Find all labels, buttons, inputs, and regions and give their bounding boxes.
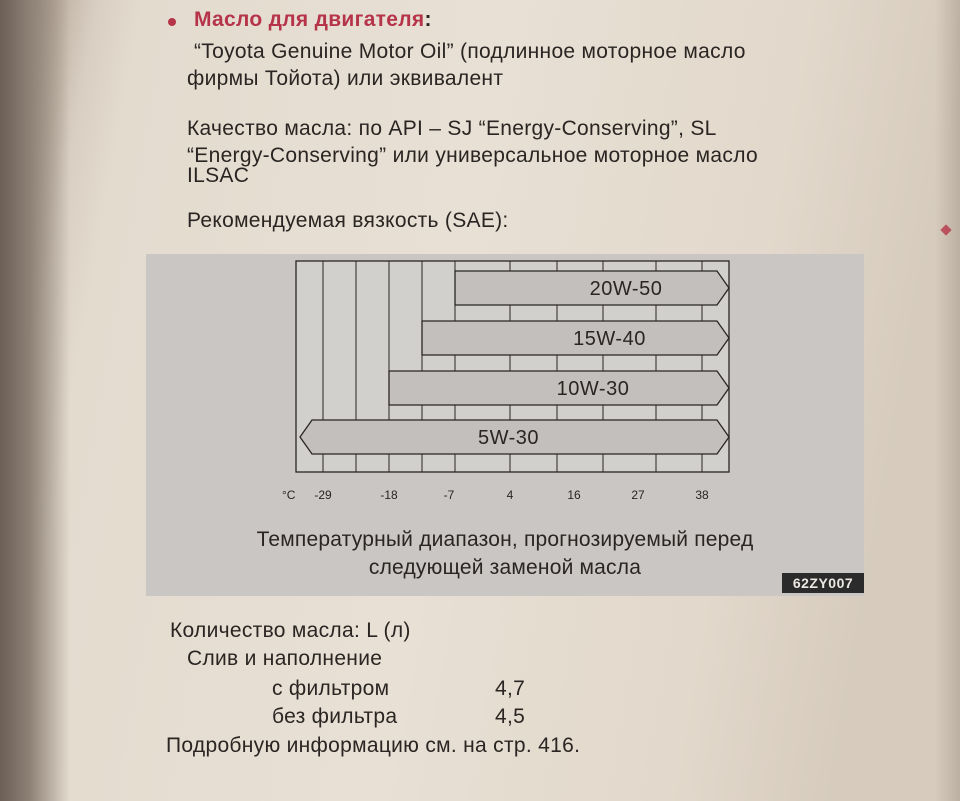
viscosity-bar-label: 20W-50 xyxy=(589,278,663,300)
tick-label: -7 xyxy=(443,488,455,502)
viscosity-label: Рекомендуемая вязкость (SAE): xyxy=(187,209,509,232)
section-heading xyxy=(194,8,432,32)
without-filter-label: без фильтра xyxy=(272,705,398,728)
reference-note: Подробную информацию см. на стр. 416. xyxy=(166,734,581,757)
tick-label: 38 xyxy=(695,488,709,502)
unit-label: °C xyxy=(282,488,296,502)
tick-label: -18 xyxy=(380,488,398,502)
capacity-label: Количество масла: L (л) xyxy=(170,619,411,642)
tick-label: 27 xyxy=(631,488,645,502)
heading-colon: : xyxy=(424,8,432,31)
heading-text: Масло для двигателя xyxy=(194,8,425,31)
viscosity-chart-panel xyxy=(146,254,864,596)
chart-caption-line-1: Температурный диапазон, прогнозируемый перед xyxy=(256,528,754,551)
oil-line-2: фирмы Тойота) или эквивалент xyxy=(187,67,504,90)
bullet-icon xyxy=(168,18,176,26)
figure-code: 62ZY007 xyxy=(782,573,864,593)
viscosity-bar-label: 15W-40 xyxy=(573,328,646,350)
page-edge xyxy=(935,0,960,801)
quality-line-2: “Energy-Conserving” или универсальное моторное масло xyxy=(187,144,758,167)
viscosity-bar-label: 5W-30 xyxy=(477,427,540,449)
book-gutter xyxy=(0,0,70,801)
tick-label: 16 xyxy=(567,488,581,502)
viscosity-bar-label: 10W-30 xyxy=(556,378,630,400)
quality-line-1: Качество масла: по API – SJ “Energy-Conserving”, SL xyxy=(187,117,717,140)
tick-label: 4 xyxy=(506,488,514,502)
without-filter-value: 4,5 xyxy=(495,705,526,728)
with-filter-value: 4,7 xyxy=(495,677,526,700)
quality-line-3: ILSAC xyxy=(187,164,250,187)
oil-line-1: “Toyota Genuine Motor Oil” (подлинное моторное масло xyxy=(194,40,746,63)
chart-caption-line-2: следующей заменой масла xyxy=(368,556,642,579)
with-filter-label: с фильтром xyxy=(272,677,390,700)
drain-refill-label: Слив и наполнение xyxy=(187,647,383,670)
tick-label: -29 xyxy=(314,488,332,502)
